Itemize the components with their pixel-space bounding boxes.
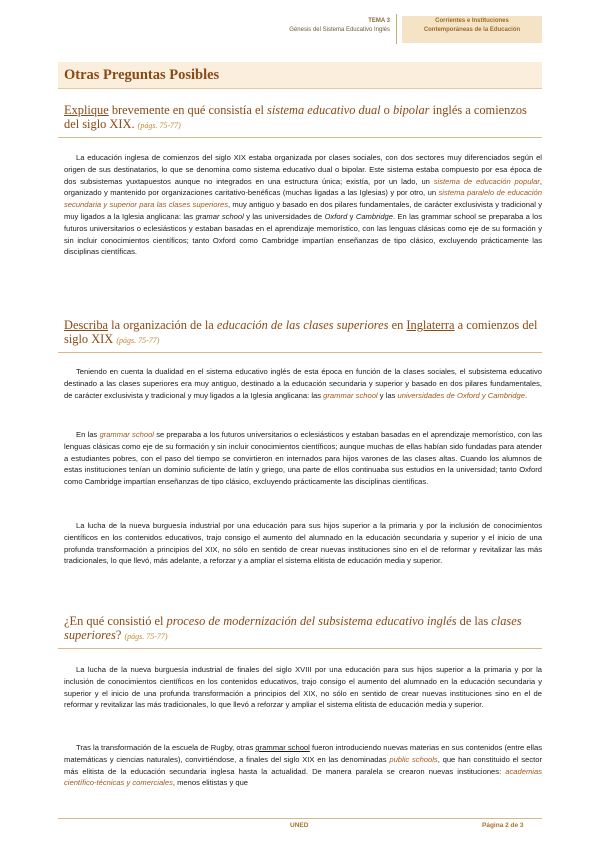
question-1-text-mid: o — [380, 103, 393, 117]
footer-rule — [58, 818, 542, 819]
question-3-emphasis-2: clases superiores — [64, 614, 522, 642]
question-1-emphasis-2: bipolar — [392, 103, 430, 117]
question-3-text-mid: de las — [456, 614, 492, 628]
answer-2-paragraph-3: La lucha de la nueva burguesía industrial por una educación para sus hijos superior a la primaria y por la inclusión de conocimientos científicos en los contenidos educativos, trajo consigo el aumento del alumnado en la educación secundaria y superior y el inicio de una profunda transformación a principios del XIX, no sólo en sentido de crear nuevas instituciones sino en el de reformar y revitalizar las más tradicionales, lo que llevó, más adelante, a reforzar y a ampliar el sistema elitista de educación media y superior. — [64, 521, 542, 566]
question-2-pages: (págs. 75-77) — [116, 336, 160, 345]
page-header — [0, 14, 600, 44]
question-2-rule — [58, 352, 542, 353]
page-title: Otras Preguntas Posibles — [64, 67, 220, 83]
question-3-emphasis: proceso de modernización del subsistema educativo inglés — [166, 614, 457, 628]
question-3-pages: (págs. 75-77) — [124, 632, 168, 641]
header-course-line2: Contemporáneas de la Educación — [423, 27, 521, 33]
question-1-emphasis: sistema educativo dual — [267, 103, 381, 117]
header-topic: TEMA 3 — [368, 18, 390, 24]
header-topic-block — [289, 17, 390, 35]
question-2 — [64, 318, 542, 348]
question-1-rule — [58, 137, 542, 138]
answer-2-paragraph-2: En las grammar school se preparaba a los futuros universitarios o eclesiásticos y estaban basadas en el aprendizaje memorístico, con las lenguas clásicas como eje de su formación y sin incluir conocimientos científicos; aunque muchas de ellas habían sido fundadas para atender a estudiantes pobres, con el paso del tiempo se convirtieron en internados para hijos varones de las clases altas. Cuando los alumnos de estas instituciones tenían un dominio suficiente de latín y griego, una parte de ellos continuaba sus estudios en la universidad; tanto Oxford como Cambridge impartían enseñanzas de tipo clásico, excluyendo prácticamente las disciplinas científicas. — [64, 430, 542, 487]
question-3-rule — [58, 648, 542, 649]
question-1-pages: (págs. 75-77) — [137, 121, 181, 130]
question-3-text: ¿En qué consistió el — [64, 614, 167, 628]
header-course-box — [402, 16, 542, 43]
header-divider — [396, 14, 397, 44]
question-1-text-end: inglés a comienzos del siglo XIX. — [64, 103, 527, 131]
question-1 — [64, 103, 542, 133]
answer-1-paragraph: La educación inglesa de comienzos del siglo XIX estaba organizada por clases sociales, con dos sectores muy diferenciados según el origen de sus destinatarios, lo que se denomina como sistema educativo dual o bipolar. Este sistema estaba compuesto por esa época de dos subsistemas yuxtapuestos aunque no integrados en una estructura única; existía, por un lado, un sistema de educación popular, organizado y mantenido por organizaciones caritativo-benéficas (muchas ligadas a las Iglesias) y por otro, un sistema paralelo de educación secundaria y superior para las clases superiores, muy antiguo y basado en dos pilares fundamentales, de carácter exclusivista y tradicional y muy ligados a la Iglesia anglicana: las gramar school y las universidades de Oxford y Cambridge. En las grammar school se preparaba a los futuros universitarios o eclesiásticos y estaban basadas en el aprendizaje memorístico, con las lenguas clásicas como eje de su formación y sin incluir conocimientos científicos; tanto Oxford como Cambridge impartían enseñanzas de tipo clásico, excluyendo prácticamente las disciplinas científicas. — [64, 153, 542, 257]
footer-institution: UNED — [290, 822, 309, 829]
answer-2-paragraph-1: Teniendo en cuenta la dualidad en el sistema educativo inglés de esta época en función de la clases sociales, el subsistema educativo destinado a las clases superiores era muy antiguo, destinado a la educación secundaria y superior y basado en dos pilares fundamentales, de carácter exclusivista y tradicional y muy ligados a la Iglesia anglicana: las grammar school y las universidades de Oxford y Cambridge. — [64, 367, 542, 400]
header-course-line1: Corrientes e Instituciones — [435, 18, 509, 24]
answer-3-paragraph-1: La lucha de la nueva burguesía industrial de finales del siglo XVIII por una educación para sus hijos superior a la primaria y por la inclusión de conocimientos científicos en los contenidos educativos, trajo consigo el aumento del alumnado en la educación secundaria y superior y el inicio de una profunda transformación a principios del XIX, no sólo en sentido de crear nuevas instituciones sino en el de reformar y revitalizar las más tradicionales, lo que llevó a reforzar y ampliar el sistema elitista de educación media y superior. — [64, 665, 542, 710]
page-title-box — [58, 62, 542, 89]
question-3-text-end: ? — [115, 628, 122, 642]
question-2-place: Inglaterra — [406, 318, 455, 332]
answer-3-paragraph-2: Tras la transformación de la escuela de Rugby, otras grammar school fueron introduciendo nuevas materias en sus contenidos (entre ellas matemáticas y ciencias naturales), convirtiéndose, a finales del siglo XIX en las denominadas public schools, que han constituido el sector más elitista de la educación secundaria inglesa hasta la actualidad. De manera paralela se crearon nuevas instituciones: academias científico-técnicas y comerciales, menos elitistas y que — [64, 743, 543, 788]
question-1-verb: Explique — [64, 103, 109, 117]
question-2-verb: Describa — [64, 318, 109, 332]
question-3 — [64, 614, 542, 644]
question-2-text: la organización de la — [108, 318, 217, 332]
question-2-text-mid: en — [388, 318, 407, 332]
question-2-emphasis: educación de las clases superiores — [216, 318, 389, 332]
question-2-text-end: a comienzos del siglo XIX — [64, 318, 538, 346]
question-1-text: brevemente en qué consistía el — [108, 103, 268, 117]
header-subtitle: Génesis del Sistema Educativo Inglés — [289, 27, 390, 33]
footer-page-number: Página 2 de 3 — [482, 822, 524, 829]
